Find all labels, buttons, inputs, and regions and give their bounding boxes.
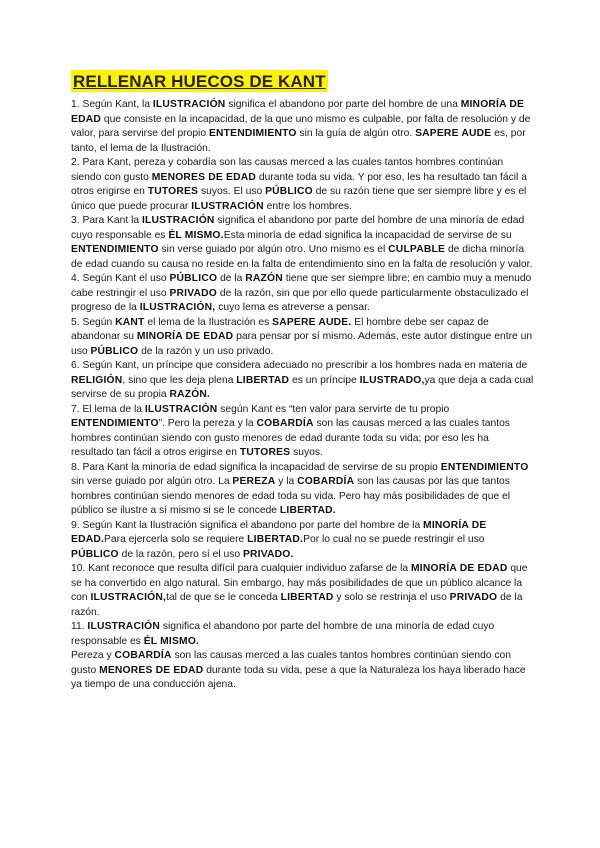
paragraph — [71, 620, 534, 649]
paragraph — [71, 272, 534, 316]
bold-term: PÚBLICO — [169, 273, 218, 284]
text-run: sin verse guiado por algún otro. La — [71, 476, 233, 487]
bold-term: ENTENDIMIENTO — [71, 418, 159, 429]
text-run: significa el abandono por parte del hombre de una minoría de edad cuyo responsable es — [71, 215, 525, 241]
bold-term: PÚBLICO — [265, 186, 313, 197]
text-run: Por lo cual no se puede restringir el uso — [303, 534, 485, 545]
text-run: para pensar por sí mismo. Además, este autor distingue entre un uso — [71, 331, 533, 357]
bold-term: ENTENDIMIENTO — [208, 128, 297, 139]
text-run: 3. Para Kant la — [71, 215, 142, 226]
paragraph — [71, 461, 534, 519]
text-run: Pereza y — [71, 650, 115, 661]
bold-term: RELIGIÓN — [71, 374, 123, 386]
text-run: 9. Según Kant la Ilustración significa el abandono por parte del hombre de la — [71, 519, 424, 531]
bold-term: ÉL MISMO. — [168, 229, 224, 241]
bold-term: TUTORES — [147, 186, 199, 197]
bold-term: PEREZA — [232, 476, 276, 487]
paragraph — [71, 98, 534, 156]
text-run: son las causas merced a las cuales tantos hombres continúan siendo con gusto menores de edad durante toda su vida; por eso les ha resultado tan fácil a otros erigirse en — [71, 418, 510, 458]
bold-term: LIBERTAD — [236, 374, 290, 386]
text-run: de dicha minoría de edad cuando su causa no reside en la falta de entendimiento sino en la falta de resolución y valor. — [71, 244, 533, 270]
text-run: según Kant es “ten valor para servirte de tu propio — [217, 403, 450, 415]
text-run: de la razón, pero sí el uso — [118, 548, 243, 560]
bold-term: COBARDÍA — [256, 418, 314, 429]
bold-term: ILUSTRACIÓN, — [90, 592, 167, 603]
text-run: Esta minoría de edad significa la incapacidad de servirse de su — [223, 229, 512, 241]
bold-term: SAPERE AUDE. — [272, 316, 352, 328]
bold-term: COBARDÍA — [297, 476, 355, 487]
paragraph — [71, 359, 534, 403]
bold-term: ENTENDIMIENTO — [440, 461, 529, 473]
text-run: entre los hombres. — [263, 200, 352, 212]
bold-term: LIBERTAD. — [279, 505, 336, 516]
bold-term: MENORES DE EDAD — [151, 171, 256, 183]
text-run: 5. Según — [71, 316, 116, 328]
text-run: y solo se restrinja el uso — [333, 592, 450, 603]
text-run: 8. Para Kant la minoría de edad significa la incapacidad de servirse de su propio — [71, 461, 441, 473]
text-run: 10. Kant reconoce que resulta difícil para cualquier individuo zafarse de la — [71, 563, 412, 574]
text-run: durante toda su vida. Y por eso, les ha resultado tan fácil a otros erigirse en — [71, 171, 527, 197]
text-run: de su razón tiene que ser siempre libre y es el único que puede procurar — [71, 186, 527, 212]
bold-term: RAZÓN. — [169, 389, 211, 400]
bold-term: LIBERTAD. — [247, 534, 304, 545]
paragraph — [71, 156, 534, 214]
text-run: cuyo lema es atreverse a pensar. — [215, 302, 370, 313]
text-run: 1. Según Kant, la — [71, 99, 153, 110]
bold-term: ILUSTRACIÓN, — [139, 302, 216, 313]
bold-term: KANT — [115, 316, 145, 328]
bold-term: PÚBLICO — [71, 548, 119, 560]
paragraph — [71, 403, 534, 461]
text-run: tiene que ser siempre libre; en cambio muy a menudo cabe restringir el uso — [71, 273, 532, 299]
text-run: son las causas merced a las cuales tantos hombres continúan siendo con gusto — [71, 650, 512, 676]
text-run: tal de que se le conceda — [166, 592, 281, 603]
text-run: es, por tanto, el lema de la Ilustración. — [71, 128, 526, 154]
paragraph — [71, 649, 534, 693]
text-run: El hombre debe ser capaz de abandonar su — [71, 316, 489, 342]
text-run: 6. Según Kant, un príncipe que considera adecuado no prescribir a los hombres nada en materia de — [71, 360, 528, 371]
text-run: de la razón, sin que por ello quede particularmente obstaculizado el progreso de la — [71, 287, 529, 313]
bold-term: CULPABLE — [388, 244, 446, 255]
text-run: es un príncipe — [289, 374, 360, 386]
text-run: ya que deja a cada cual servirse de su propia — [71, 374, 534, 400]
page-title: RELLENAR HUECOS DE KANT — [73, 72, 326, 91]
paragraph — [71, 562, 534, 620]
text-run: suyos. El uso — [198, 186, 266, 197]
bold-term: ÉL MISMO. — [143, 635, 200, 647]
paragraph — [71, 214, 534, 272]
text-run: sin la guía de algún otro. — [296, 128, 416, 139]
document-body — [71, 98, 534, 693]
text-run: 7. El lema de la — [71, 403, 145, 415]
text-run: 2. Para Kant, pereza y cobardía son las causas merced a las cuales tantos hombres continúan siendo con gusto — [71, 157, 504, 183]
bold-term: COBARDÍA — [114, 650, 172, 661]
text-run: que se ha convertido en algo natural. Sin embargo, hay más posibilidades de que un público alcance la con — [71, 563, 528, 603]
bold-term: ENTENDIMIENTO — [71, 244, 159, 255]
bold-term: PRIVADO — [449, 592, 498, 603]
bold-term: ILUSTRACIÓN — [152, 99, 226, 110]
bold-term: RAZÓN — [245, 273, 283, 284]
bold-term: TUTORES — [239, 447, 291, 458]
bold-term: MINORÍA DE EDAD — [71, 99, 525, 125]
title-wrap — [71, 70, 534, 92]
text-run: 11. — [71, 621, 88, 632]
bold-term: LIBERTAD — [280, 592, 334, 603]
text-run: son las causas por las que tantos hombres continúan siendo menores de edad toda su vida. Pero hay más posibilidades de que el público se ilustre a sí mismo si se le concede — [71, 476, 511, 516]
bold-term: MENORES DE EDAD — [99, 664, 204, 676]
bold-term: PÚBLICO — [90, 345, 139, 357]
text-run: que consiste en la incapacidad, de la que uno mismo es culpable, por falta de resolución y de valor, para servirse del propio — [71, 113, 531, 139]
text-run: significa el abandono por parte del hombre de una — [225, 99, 461, 110]
text-run: sin verse guiado por algún otro. Uno mismo es el — [158, 244, 389, 255]
bold-term: PRIVADO — [169, 287, 218, 299]
bold-term: MINORÍA DE EDAD — [411, 563, 508, 574]
bold-term: ILUSTRACIÓN — [191, 200, 264, 212]
text-run: de la razón. — [71, 592, 523, 618]
bold-term: MINORÍA DE EDAD — [136, 331, 234, 342]
bold-term: ILUSTRACIÓN — [87, 621, 160, 632]
text-run: ”. Pero la pereza y la — [158, 418, 257, 429]
text-run: significa el abandono por parte del hombre de una minoría de edad cuyo responsable es — [71, 621, 495, 647]
bold-term: ILUSTRACIÓN — [141, 215, 215, 226]
text-run: de la — [217, 273, 246, 284]
text-run: , sino que les deja plena — [122, 374, 237, 386]
text-run: el lema de la Ilustración es — [144, 316, 273, 328]
bold-term: ILUSTRACIÓN — [144, 403, 218, 415]
text-run: y la — [275, 476, 298, 487]
bold-term: ILUSTRADO, — [359, 374, 425, 386]
text-run: durante toda su vida, pese a que la Naturaleza los haya liberado hace ya tiempo de una conducción ajena. — [71, 664, 526, 690]
bold-term: SAPERE AUDE — [415, 128, 492, 139]
text-run: 4. Según Kant el uso — [71, 273, 170, 284]
text-run: Para ejercerla solo se requiere — [104, 534, 248, 545]
bold-term: PRIVADO. — [242, 548, 294, 560]
paragraph — [71, 519, 534, 563]
bold-term: MINORÍA DE EDAD. — [71, 519, 487, 545]
paragraph — [71, 316, 534, 360]
text-run: de la razón y un uso privado. — [138, 345, 274, 357]
text-run: suyos. — [290, 447, 323, 458]
